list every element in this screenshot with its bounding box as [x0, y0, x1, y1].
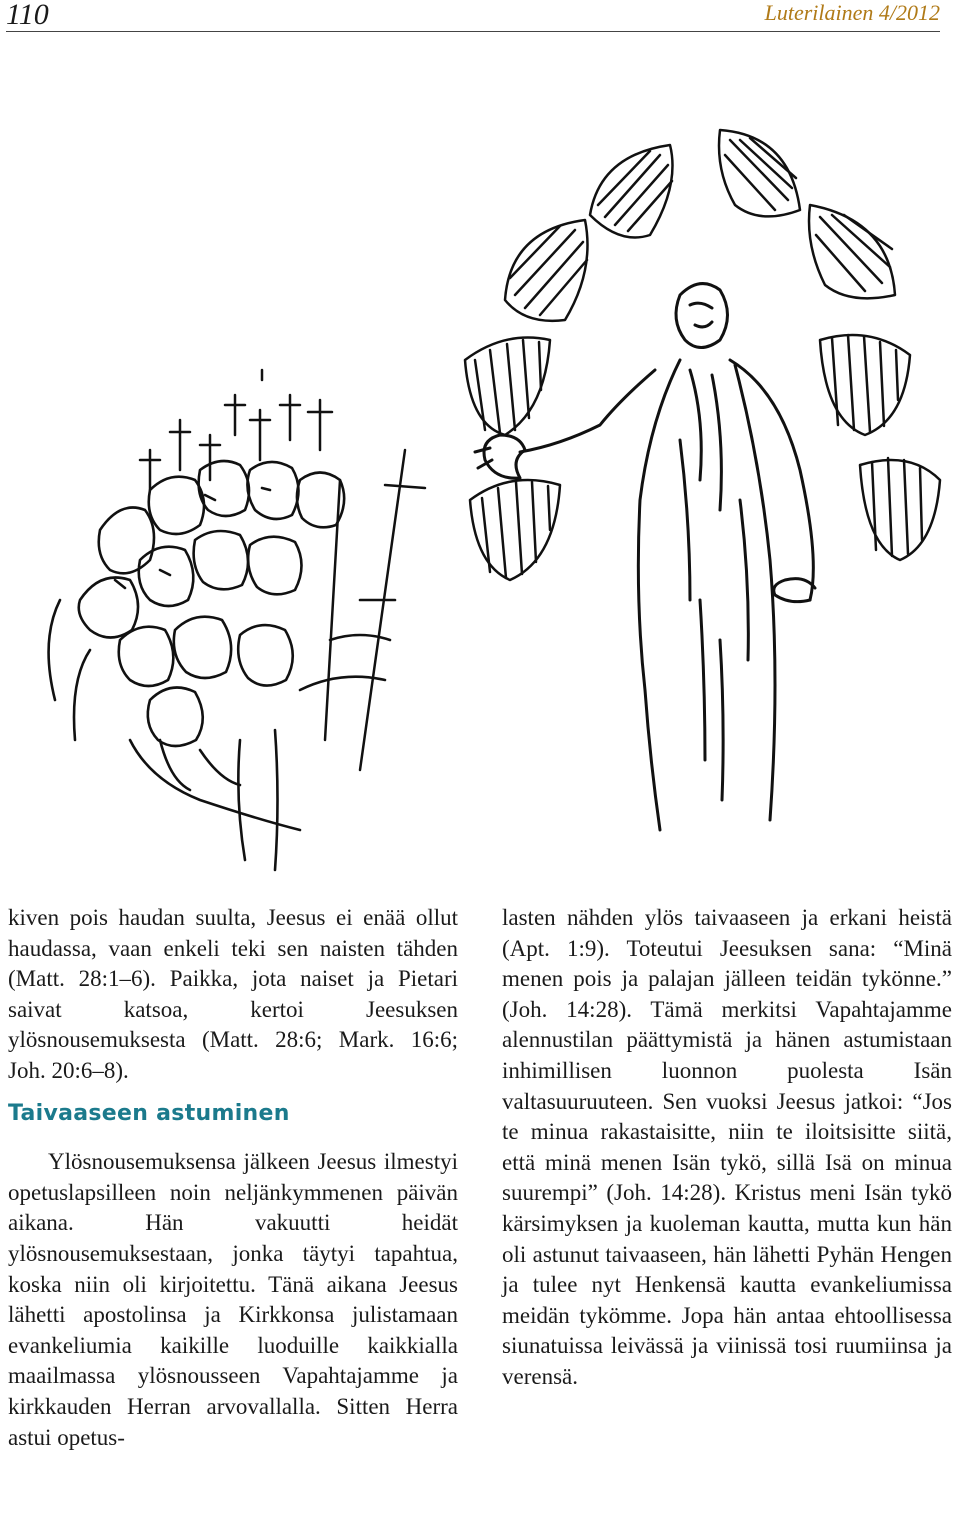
page-number: 110 [6, 0, 49, 31]
article-column-right [502, 903, 952, 1393]
ascension-drawing [0, 40, 960, 890]
left-paragraph-1: kiven pois haudan suulta, Jeesus ei enää ollut haudassa, vaan enkeli teki sen naisten tähden (Matt. 28:1–6). Paikka, jota naiset ja Pietari saivat katsoa, kertoi Jeesuksen ylösnousemuksesta (Matt. 28:6; Mark. 16:6; Joh. 20:6–8). [8, 905, 458, 1083]
halo-arcs [465, 130, 940, 580]
article-column-left [8, 903, 458, 1453]
left-paragraph-2: Ylösnousemuksensa jälkeen Jeesus ilmestyi opetuslapsilleen noin neljänkymmenen päivän aikana. Hän vakuutti heidät ylösnousemuksestaan, jonka täytyi tapahtua, koska niin oli kirjoitettu. Tänä aikana Jeesus lähetti apostolinsa ja Kirkkonsa julistamaan evankeliumia kaikille luoduille kaikkialla maailmassa ylösnousseen Vapahtajamme ja kirkkauden Herran arvovallalla. Sitten Herra astui opetus- [8, 1149, 458, 1450]
header-rule [6, 31, 940, 32]
crosses [140, 370, 425, 770]
section-heading: Taivaaseen astuminen [8, 1100, 290, 1126]
right-paragraph-1: lasten nähden ylös taivaaseen ja erkani heistä (Apt. 1:9). Toteutui Jeesuksen sana: “Minä menen pois ja palajan jälleen teidän tykönne.” (Joh. 14:28). Tämä merkitsi Vapahtajamme alennustilan päättymistä ja hänen astumistaan inhimillisen luonnon puolesta Isän valtasuuruuteen. Sen vuoksi Jeesus jatkoi: “Jos te minua rakastaisitte, niin te iloitsisitte siitä, että minä menen Isän tykö, sillä Isä on minua suurempi” (Joh. 14:28). Kristus meni Isän tykö kärsimyksen ja kuoleman kautta, mutta kun hän oli astunut taivaaseen, hän lähetti Pyhän Hengen ja tulee nyt Henkensä kautta evankeliumissa meidän tykömme. Jopa hän antaa ehtoollisessa siunatuissa leivässä ja viinissä tosi ruumiinsa ja verensä. [502, 905, 952, 1389]
crowd [49, 461, 395, 870]
journal-title: Luterilainen 4/2012 [764, 0, 940, 25]
page-header [0, 0, 960, 32]
